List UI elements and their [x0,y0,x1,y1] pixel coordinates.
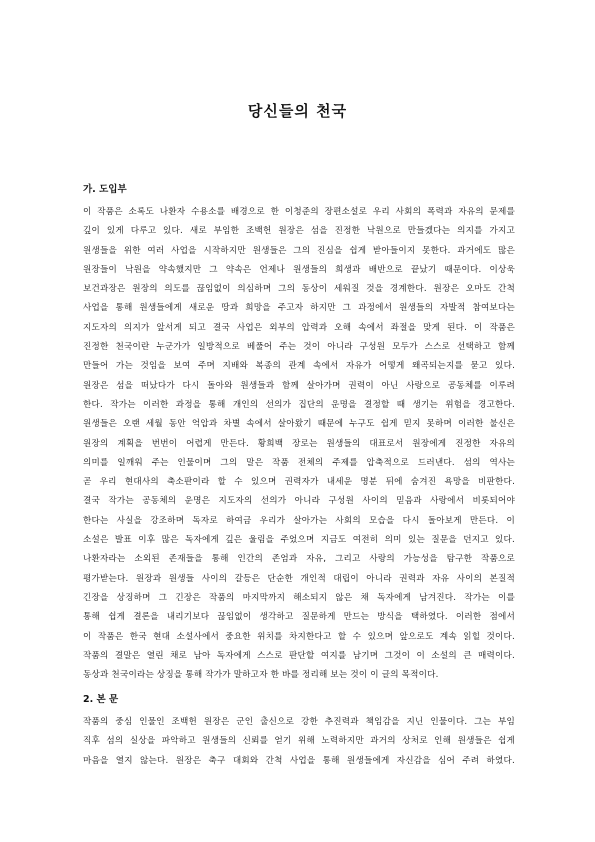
text-line: 나환자라는 소외된 존재들을 통해 인간의 존엄과 자유, 그리고 사랑의 가능성을 탐구한 작품으로 [83,554,515,565]
text-line: 사업을 통해 원생들에게 새로운 땅과 희망을 주고자 하지만 그 과정에서 원생들의 자발적 참여보다는 [83,303,515,314]
text-line: 소설은 발표 이후 많은 독자에게 깊은 울림을 주었으며 지금도 여전히 의미 있는 질문을 던지고 있다. [83,535,515,546]
text-line: 작품의 중심 인물인 조백헌 원장은 군인 출신으로 강한 추진력과 책임감을 지닌 인물이다. 그는 부임 [83,717,515,727]
text-line: 작품의 결말은 열린 채로 남아 독자에게 스스로 판단할 여지를 남기며 그것이 이 소설의 큰 매력이다. [83,650,515,661]
section-body [83,203,515,685]
text-line: 깊이 있게 다루고 있다. 새로 부임한 조백헌 원장은 섬을 진정한 낙원으로 만들겠다는 의지를 가지고 [83,226,515,237]
text-line: 결국 작가는 공동체의 운명은 지도자의 선의가 아니라 구성원 사이의 믿음과 사랑에서 비롯되어야 [83,496,515,507]
text-line: 이 작품은 한국 현대 소설사에서 중요한 위치를 차지한다고 할 수 있으며 앞으로도 계속 읽힐 것이다. [83,631,515,642]
text-line: 지도자의 의지가 앞서게 되고 결국 사업은 외부의 압력과 오해 속에서 좌절을 맞게 된다. 이 작품은 [83,322,515,333]
text-line: 한다. 작가는 이러한 과정을 통해 개인의 선의가 집단의 운명을 결정할 때 생기는 위험을 경고한다. [83,399,515,410]
text-line: 한다는 사실을 강조하며 독자로 하여금 우리가 살아가는 사회의 모습을 다시 돌아보게 만든다. 이 [83,515,515,526]
text-line: 평가받는다. 원장과 원생들 사이의 갈등은 단순한 개인적 대립이 아니라 권력과 자유 사이의 본질적 [83,573,515,584]
text-line: 이 작품은 소록도 나환자 수용소를 배경으로 한 이청준의 장편소설로 우리 사회의 폭력과 자유의 문제를 [83,207,515,217]
section-heading: 2. 본 문 [83,694,119,705]
text-line: 의미를 일깨워 주는 인물이며 그의 말은 작품 전체의 주제를 압축적으로 드러낸다. 섬의 역사는 [83,457,515,468]
text-line: 동상과 천국이라는 상징을 통해 작가가 말하고자 한 바를 정리해 보는 것이 이 글의 목적이다. [83,670,439,681]
text-line: 원생들을 위한 여러 사업을 시작하지만 원생들은 그의 진심을 쉽게 받아들이지 못한다. 과거에도 많은 [83,245,515,256]
text-line: 직후 섬의 실상을 파악하고 원생들의 신뢰를 얻기 위해 노력하지만 과거의 상처로 인해 원생들은 쉽게 [83,736,515,747]
section-heading: 가. 도입부 [83,184,127,195]
page-title: 당신들의 천국 [247,102,348,120]
section-introduction [83,183,515,685]
text-line: 보건과장은 원장의 의도를 끊임없이 의심하며 그의 동상이 세워질 것을 경계한다. 원장은 오마도 간척 [83,284,515,295]
text-line: 원장의 계획을 번번이 어렵게 만든다. 황희백 장로는 원생들의 대표로서 원장에게 진정한 자유의 [83,438,515,449]
text-line: 원장들이 낙원을 약속했지만 그 약속은 언제나 원생들의 희생과 배반으로 끝났기 때문이다. 이상욱 [83,264,515,275]
section-body [83,713,515,771]
text-line: 통해 쉽게 결론을 내리기보다 끊임없이 생각하고 질문하게 만드는 방식을 택하였다. 이러한 점에서 [83,612,515,623]
section-body-main [83,693,515,771]
text-line: 긴장을 상징하며 그 긴장은 작품의 마지막까지 해소되지 않은 채 독자에게 남겨진다. 작가는 이를 [83,592,515,603]
text-line: 마음을 열지 않는다. 원장은 축구 대회와 간척 사업을 통해 원생들에게 자신감을 심어 주려 하였다. [83,755,515,766]
text-line: 진정한 천국이란 누군가가 일방적으로 베풀어 주는 것이 아니라 구성원 모두가 스스로 선택하고 함께 [83,342,515,353]
text-line: 원생들은 오랜 세월 동안 억압과 차별 속에서 살아왔기 때문에 누구도 쉽게 믿지 못하며 이러한 불신은 [83,419,515,430]
text-line: 원장은 섬을 떠났다가 다시 돌아와 원생들과 함께 살아가며 권력이 아닌 사랑으로 공동체를 이루려 [83,380,515,391]
text-line: 만들어 가는 것임을 보여 주며 지배와 복종의 관계 속에서 자유가 어떻게 왜곡되는지를 묻고 있다. [83,361,515,372]
text-line: 곧 우리 현대사의 축소판이라 할 수 있으며 권력자가 내세운 명분 뒤에 숨겨진 욕망을 비판한다. [83,477,515,488]
